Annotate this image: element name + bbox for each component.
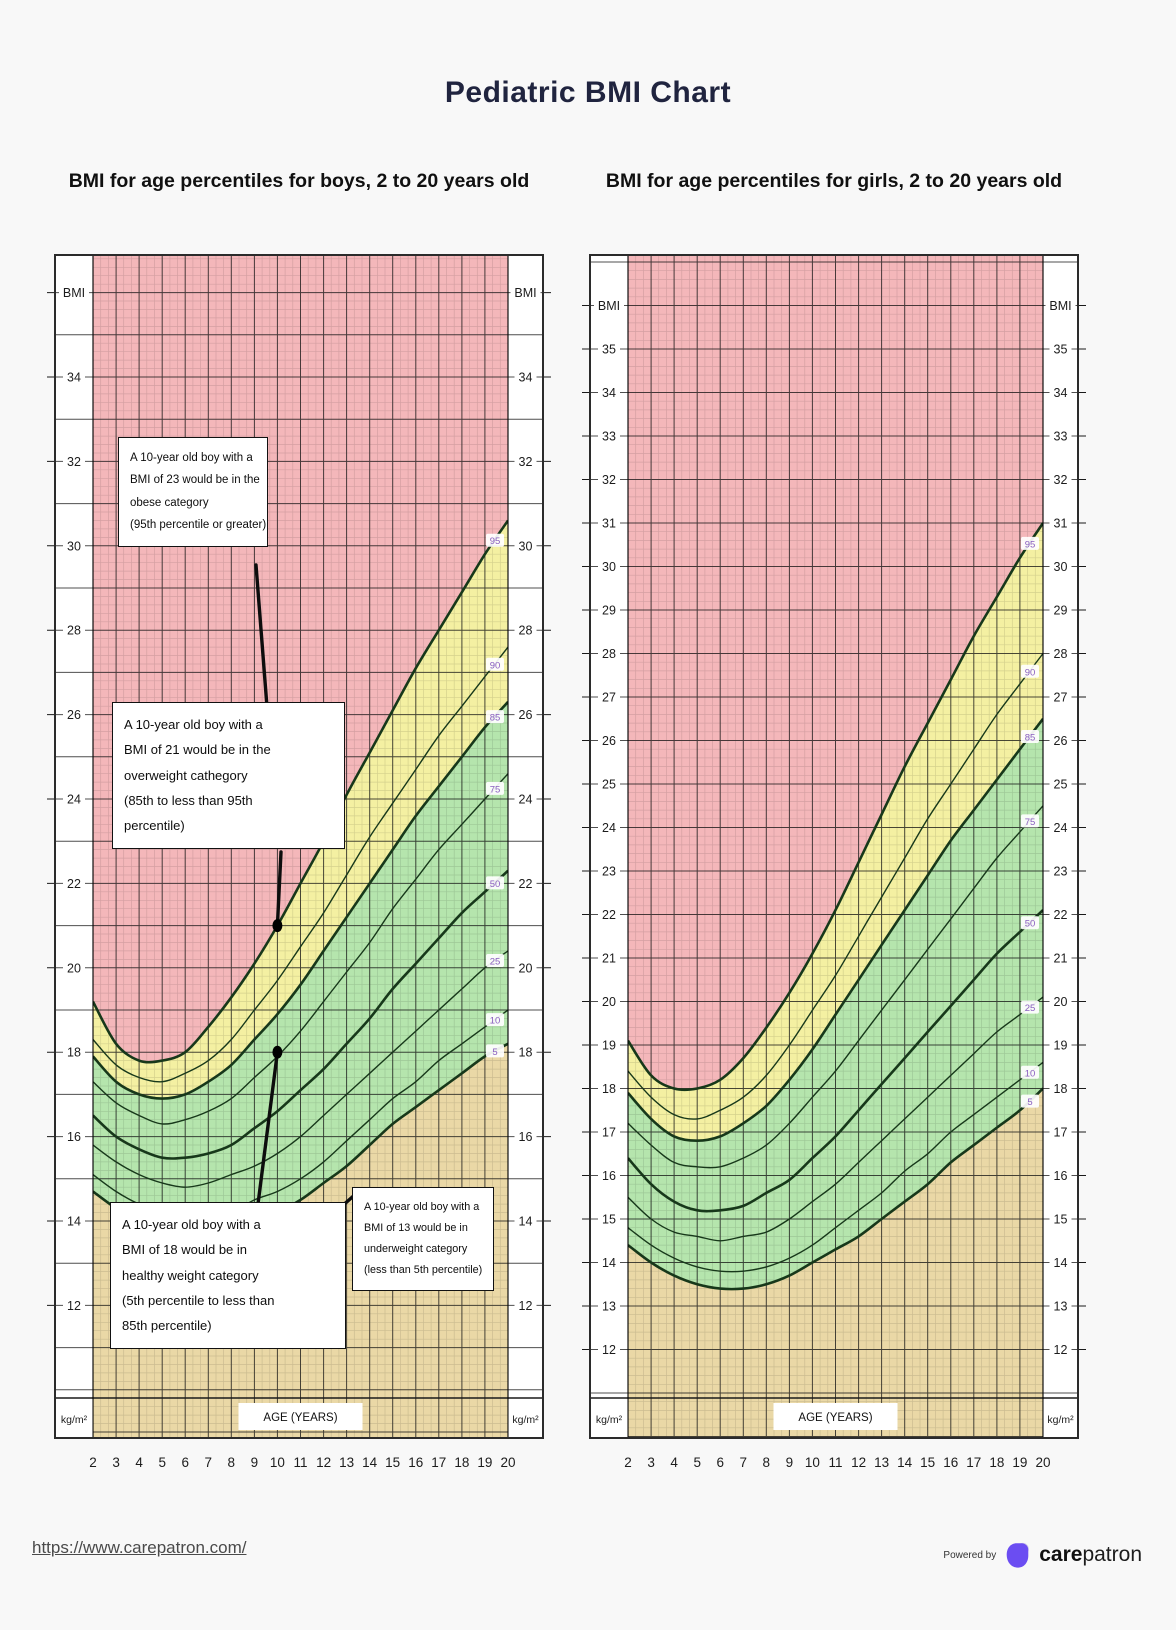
svg-text:85: 85 xyxy=(1024,732,1036,744)
svg-text:34: 34 xyxy=(602,386,616,400)
svg-text:21: 21 xyxy=(602,951,616,966)
svg-text:14: 14 xyxy=(1053,1256,1068,1270)
svg-text:33: 33 xyxy=(1053,429,1068,444)
svg-text:24: 24 xyxy=(67,792,81,807)
svg-text:4: 4 xyxy=(670,1455,678,1470)
svg-text:35: 35 xyxy=(602,342,616,357)
svg-text:12: 12 xyxy=(518,1298,533,1313)
svg-text:20: 20 xyxy=(602,995,616,1009)
annotation-line: obese category xyxy=(130,496,209,509)
svg-text:23: 23 xyxy=(1053,864,1068,879)
svg-text:75: 75 xyxy=(489,784,501,796)
powered-by-label: Powered by xyxy=(943,1549,997,1561)
svg-text:30: 30 xyxy=(67,539,81,554)
svg-text:BMI: BMI xyxy=(1049,299,1072,313)
svg-text:6: 6 xyxy=(716,1455,724,1470)
annotation-overweight xyxy=(112,702,345,849)
svg-text:3: 3 xyxy=(647,1455,655,1470)
svg-text:50: 50 xyxy=(489,878,501,890)
annotation-line: underweight category xyxy=(364,1243,468,1256)
boys-chart-title: BMI for age percentiles for boys, 2 to 20 years old xyxy=(68,170,530,192)
svg-text:16: 16 xyxy=(1053,1169,1068,1183)
svg-text:32: 32 xyxy=(602,473,616,487)
svg-text:kg/m²: kg/m² xyxy=(595,1414,623,1426)
svg-text:27: 27 xyxy=(602,690,616,705)
svg-text:2: 2 xyxy=(624,1455,632,1470)
svg-text:20: 20 xyxy=(1053,995,1068,1009)
svg-text:kg/m²: kg/m² xyxy=(60,1414,88,1426)
svg-text:14: 14 xyxy=(602,1256,616,1270)
svg-text:12: 12 xyxy=(1053,1343,1068,1357)
svg-text:25: 25 xyxy=(489,956,501,968)
svg-text:28: 28 xyxy=(67,623,81,638)
svg-text:10: 10 xyxy=(489,1015,501,1027)
svg-text:7: 7 xyxy=(204,1455,213,1470)
svg-text:12: 12 xyxy=(851,1455,867,1470)
svg-text:32: 32 xyxy=(1053,473,1068,487)
svg-text:18: 18 xyxy=(518,1045,533,1060)
x-axis-labels xyxy=(624,1455,1050,1470)
svg-text:7: 7 xyxy=(739,1455,748,1470)
svg-text:15: 15 xyxy=(1053,1212,1068,1227)
annotation-line: healthy weight category xyxy=(122,1267,259,1283)
annotation-line: A 10-year old boy with a xyxy=(124,717,263,732)
svg-text:10: 10 xyxy=(269,1455,285,1470)
svg-text:11: 11 xyxy=(293,1455,308,1470)
svg-text:10: 10 xyxy=(1024,1068,1036,1080)
powered-by-brand xyxy=(943,1540,1142,1570)
svg-text:34: 34 xyxy=(518,370,533,385)
svg-text:17: 17 xyxy=(431,1455,447,1470)
svg-text:19: 19 xyxy=(1012,1455,1028,1470)
svg-text:6: 6 xyxy=(181,1455,189,1470)
svg-text:17: 17 xyxy=(602,1125,616,1140)
svg-text:5: 5 xyxy=(492,1046,498,1058)
svg-text:20: 20 xyxy=(500,1455,516,1470)
svg-text:90: 90 xyxy=(489,660,501,672)
svg-text:28: 28 xyxy=(518,623,533,638)
svg-text:24: 24 xyxy=(602,821,616,835)
svg-text:26: 26 xyxy=(1053,734,1068,748)
brand-name-bold: care xyxy=(1039,1543,1083,1566)
girls-chart-title: BMI for age percentiles for girls, 2 to 20 years old xyxy=(605,170,1063,192)
svg-text:17: 17 xyxy=(966,1455,982,1470)
svg-text:14: 14 xyxy=(518,1214,533,1229)
svg-text:16: 16 xyxy=(67,1130,81,1145)
svg-text:31: 31 xyxy=(602,516,616,531)
svg-text:BMI: BMI xyxy=(597,299,621,313)
annotation-line: A 10-year old boy with a xyxy=(130,452,253,464)
annotation-line: A 10-year old boy with a xyxy=(364,1201,480,1213)
annotation-obese xyxy=(118,437,268,547)
annotation-line: (less than 5th percentile) xyxy=(364,1264,483,1277)
svg-text:29: 29 xyxy=(602,603,616,618)
svg-text:10: 10 xyxy=(804,1455,820,1470)
svg-text:18: 18 xyxy=(1053,1082,1068,1096)
svg-text:21: 21 xyxy=(1053,951,1068,966)
svg-text:8: 8 xyxy=(762,1455,771,1470)
svg-text:16: 16 xyxy=(943,1455,959,1470)
svg-text:19: 19 xyxy=(602,1038,616,1053)
svg-text:26: 26 xyxy=(518,708,533,723)
annotation-line: (5th percentile to less than xyxy=(122,1293,275,1309)
svg-text:14: 14 xyxy=(362,1455,378,1470)
svg-text:13: 13 xyxy=(1053,1299,1068,1314)
svg-text:18: 18 xyxy=(67,1045,81,1060)
svg-text:BMI: BMI xyxy=(62,286,86,301)
annotation-healthy xyxy=(110,1202,346,1349)
annotation-dot xyxy=(272,1046,282,1059)
svg-text:90: 90 xyxy=(1024,667,1036,679)
svg-text:30: 30 xyxy=(1053,560,1068,574)
svg-text:13: 13 xyxy=(339,1455,355,1470)
svg-text:18: 18 xyxy=(454,1455,470,1470)
x-axis-labels xyxy=(89,1455,515,1470)
svg-text:26: 26 xyxy=(602,734,616,748)
svg-text:13: 13 xyxy=(602,1299,616,1314)
annotation-underweight xyxy=(352,1187,494,1291)
svg-text:AGE (YEARS): AGE (YEARS) xyxy=(263,1412,338,1424)
svg-text:19: 19 xyxy=(477,1455,493,1470)
svg-text:27: 27 xyxy=(1053,690,1068,705)
svg-text:17: 17 xyxy=(1053,1125,1068,1140)
svg-text:5: 5 xyxy=(693,1455,701,1470)
svg-text:16: 16 xyxy=(518,1130,533,1145)
svg-text:15: 15 xyxy=(602,1212,616,1227)
annotation-line: BMI of 21 would be in the xyxy=(124,742,271,758)
svg-text:95: 95 xyxy=(1024,539,1036,551)
svg-text:26: 26 xyxy=(67,708,81,723)
svg-text:95: 95 xyxy=(489,536,501,548)
svg-text:15: 15 xyxy=(385,1455,401,1470)
svg-text:12: 12 xyxy=(316,1455,332,1470)
svg-text:11: 11 xyxy=(828,1455,843,1470)
svg-text:18: 18 xyxy=(989,1455,1005,1470)
svg-text:25: 25 xyxy=(602,777,616,792)
svg-text:12: 12 xyxy=(602,1343,616,1357)
annotation-line: BMI of 13 would be in xyxy=(364,1222,468,1235)
svg-text:kg/m²: kg/m² xyxy=(512,1414,539,1426)
svg-text:22: 22 xyxy=(1053,908,1068,922)
svg-text:AGE (YEARS): AGE (YEARS) xyxy=(798,1412,873,1424)
svg-text:32: 32 xyxy=(518,454,533,469)
svg-text:20: 20 xyxy=(1035,1455,1051,1470)
svg-text:30: 30 xyxy=(518,539,533,554)
svg-text:5: 5 xyxy=(158,1455,166,1470)
svg-text:8: 8 xyxy=(227,1455,236,1470)
svg-text:13: 13 xyxy=(874,1455,890,1470)
annotation-line: (85th to less than 95th xyxy=(124,793,253,809)
page-title: Pediatric BMI Chart xyxy=(444,76,732,109)
svg-text:5: 5 xyxy=(1027,1097,1033,1109)
svg-text:35: 35 xyxy=(1053,342,1068,357)
svg-text:22: 22 xyxy=(67,876,81,891)
annotation-line: BMI of 18 would be in xyxy=(122,1242,248,1258)
svg-text:18: 18 xyxy=(602,1082,616,1096)
svg-text:16: 16 xyxy=(408,1455,424,1470)
svg-text:24: 24 xyxy=(1053,821,1068,835)
svg-text:9: 9 xyxy=(250,1455,259,1470)
brand-name-rest: patron xyxy=(1082,1543,1142,1566)
svg-text:34: 34 xyxy=(1053,386,1068,400)
svg-text:12: 12 xyxy=(67,1298,81,1313)
svg-text:BMI: BMI xyxy=(514,286,537,301)
svg-text:85: 85 xyxy=(489,712,501,724)
svg-text:2: 2 xyxy=(89,1455,97,1470)
svg-text:25: 25 xyxy=(1053,777,1068,792)
svg-text:50: 50 xyxy=(1024,918,1036,930)
svg-text:25: 25 xyxy=(1024,1003,1036,1015)
svg-text:32: 32 xyxy=(67,454,81,469)
svg-text:33: 33 xyxy=(602,429,616,444)
svg-text:16: 16 xyxy=(602,1169,616,1183)
annotation-line: A 10-year old boy with a xyxy=(122,1217,261,1232)
annotation-line: BMI of 23 would be in the xyxy=(130,474,260,487)
svg-text:28: 28 xyxy=(602,647,616,661)
carepatron-logo-icon xyxy=(1004,1540,1031,1570)
svg-text:29: 29 xyxy=(1053,603,1068,618)
svg-text:19: 19 xyxy=(1053,1038,1068,1053)
svg-text:14: 14 xyxy=(897,1455,913,1470)
carepatron-url-link[interactable]: https://www.carepatron.com/ xyxy=(32,1538,247,1557)
annotation-line: overweight cathegory xyxy=(124,767,248,783)
svg-text:20: 20 xyxy=(67,961,81,976)
svg-text:4: 4 xyxy=(135,1455,143,1470)
svg-text:22: 22 xyxy=(602,908,616,922)
annotation-line: percentile) xyxy=(124,818,185,834)
annotation-line: (95th percentile or greater) xyxy=(130,519,267,532)
svg-text:22: 22 xyxy=(518,876,533,891)
svg-text:23: 23 xyxy=(602,864,616,879)
svg-text:3: 3 xyxy=(112,1455,120,1470)
svg-text:75: 75 xyxy=(1024,816,1036,828)
brand-name xyxy=(1039,1543,1142,1567)
bmi-chart-girls xyxy=(578,253,1090,1485)
svg-text:28: 28 xyxy=(1053,647,1068,661)
svg-text:20: 20 xyxy=(518,961,533,976)
svg-text:34: 34 xyxy=(67,370,81,385)
annotation-dot xyxy=(272,919,282,932)
svg-text:31: 31 xyxy=(1053,516,1068,531)
svg-text:24: 24 xyxy=(518,792,533,807)
svg-text:30: 30 xyxy=(602,560,616,574)
svg-text:kg/m²: kg/m² xyxy=(1047,1414,1074,1426)
svg-text:9: 9 xyxy=(785,1455,794,1470)
svg-text:14: 14 xyxy=(67,1214,81,1229)
annotation-line: 85th percentile) xyxy=(122,1318,212,1334)
svg-text:15: 15 xyxy=(920,1455,936,1470)
